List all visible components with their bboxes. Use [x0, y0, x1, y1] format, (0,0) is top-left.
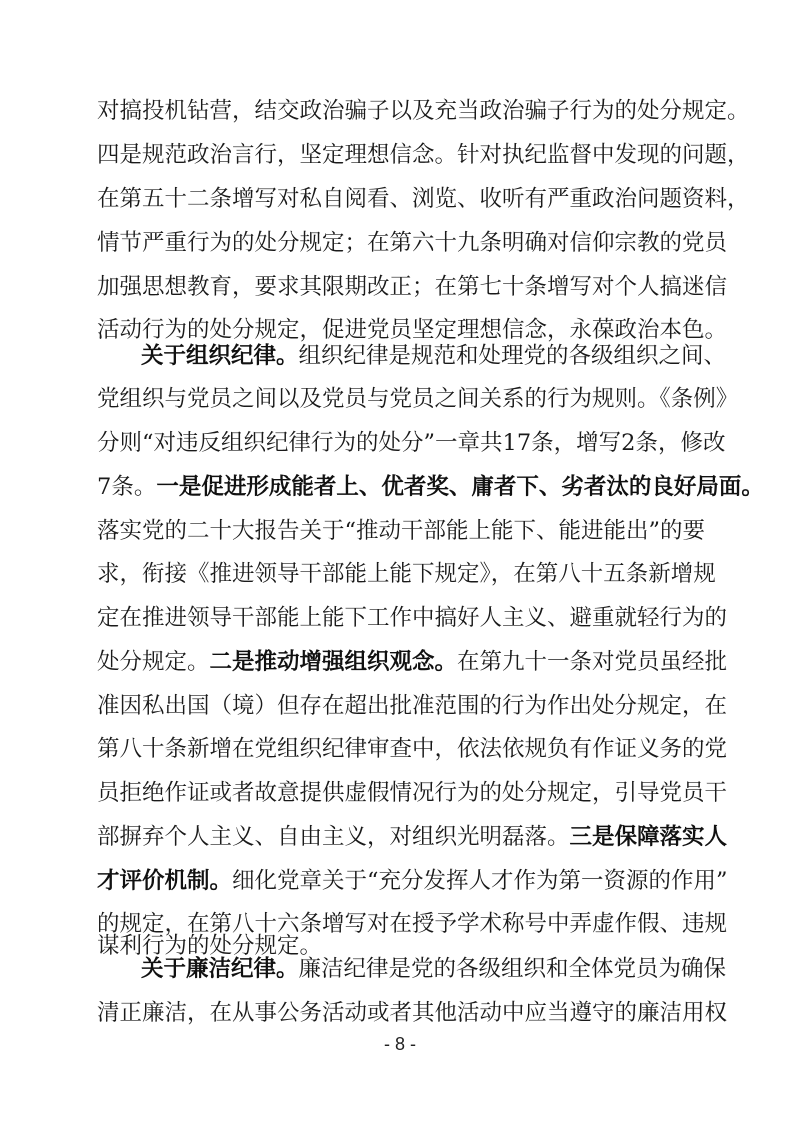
text-line	[97, 91, 750, 131]
body-text: 在第九十一条对党员虽经批	[457, 649, 728, 675]
body-text: 在第五十二条增写对私自阅看、浏览、收听有严重政治问题资料，	[97, 186, 750, 212]
text-line	[97, 554, 716, 594]
text-line	[97, 861, 728, 901]
text-line	[97, 642, 728, 682]
bold-heading-text: 一是促进形成能者上、优者奖、庸者下、劣者汰的良好局面。	[156, 474, 764, 500]
body-text: 第八十条新增在党组织纪律审查中，依法依规负有作证义务的党	[97, 736, 728, 762]
body-text: 谋利行为的处分规定。	[97, 933, 323, 959]
text-line	[97, 379, 739, 419]
body-text: 求，衔接《推进领导干部能上能下规定》，在第八十五条新增规	[97, 561, 716, 587]
text-line	[97, 686, 728, 726]
body-text: 员拒绝作证或者故意提供虚假情况行为的处分规定，引导党员干	[97, 780, 728, 806]
body-text: 清正廉洁，在从事公务活动或者其他活动中应当遵守的廉洁用权	[97, 1000, 728, 1026]
text-line	[97, 773, 728, 813]
text-line	[97, 817, 728, 857]
text-line	[97, 423, 726, 463]
text-line	[97, 336, 727, 376]
body-text: 的规定，在第八十六条增写对在授予学术称号中弄虚作假、违规	[97, 911, 728, 937]
body-text: 分则“对违反组织纪律行为的处分”一章共17条，增写2条，修改	[97, 430, 726, 456]
body-text: 处分规定。	[97, 649, 210, 675]
body-text: 细化党章关于“充分发挥人才作为第一资源的作用”	[232, 868, 728, 894]
text-line	[97, 179, 750, 219]
body-text: 准因私出国（境）但存在超出批准范围的行为作出处分规定，在	[97, 693, 728, 719]
bold-heading-text: 二是推动增强组织观念。	[209, 649, 458, 675]
body-text: 加强思想教育，要求其限期改正；在第七十条增写对个人搞迷信	[97, 274, 728, 300]
body-text: 部摒弃个人主义、自由主义，对组织光明磊落。	[97, 824, 570, 850]
text-line	[97, 267, 728, 307]
text-line	[97, 993, 728, 1033]
text-line	[97, 511, 706, 551]
text-line	[97, 467, 764, 507]
text-line	[97, 949, 727, 989]
bold-heading-text: 才评价机制。	[97, 868, 233, 894]
body-text: 7条。	[97, 474, 157, 500]
text-line	[97, 135, 750, 175]
body-text: 情节严重行为的处分规定；在第六十九条明确对信仰宗教的党员	[97, 230, 728, 256]
text-line	[97, 729, 728, 769]
body-text: 廉洁纪律是党的各级组织和全体党员为确保	[298, 956, 727, 982]
bold-heading-text: 关于廉洁纪律。	[141, 956, 299, 982]
body-text: 活动行为的处分规定，促进党员坚定理想信念，永葆政治本色。	[97, 317, 728, 343]
page-number: - 8 -	[383, 1034, 416, 1054]
body-text: 四是规范政治言行，坚定理想信念。针对执纪监督中发现的问题，	[97, 142, 750, 168]
bold-heading-text: 三是保障落实人	[569, 824, 728, 850]
bold-heading-text: 关于组织纪律。	[141, 343, 299, 369]
text-line	[97, 598, 728, 638]
body-text: 党组织与党员之间以及党员与党员之间关系的行为规则。《条例》	[97, 386, 739, 412]
body-text: 落实党的二十大报告关于“推动干部能上能下、能进能出”的要	[97, 518, 706, 544]
body-text: 定在推进领导干部能上能下工作中搞好人主义、避重就轻行为的	[97, 605, 728, 631]
body-text: 组织纪律是规范和处理党的各级组织之间、	[298, 343, 727, 369]
body-text: 对搞投机钻营，结交政治骗子以及充当政治骗子行为的处分规定。	[97, 98, 750, 124]
text-line	[97, 223, 728, 263]
